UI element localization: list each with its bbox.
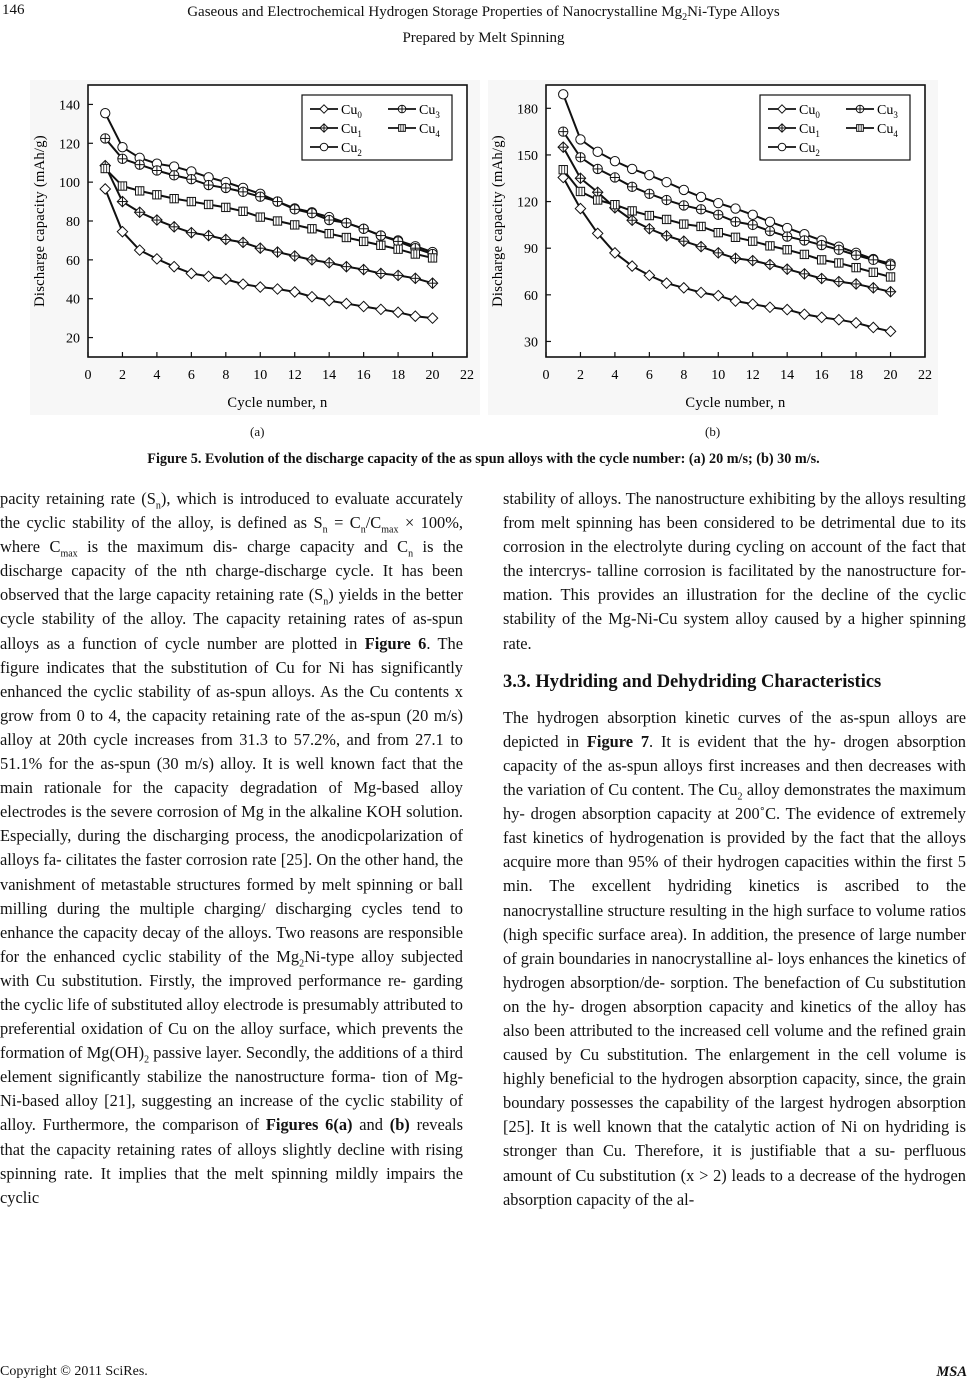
data-point [170, 194, 178, 202]
data-point [101, 164, 109, 172]
section-heading: 3.3. Hydriding and Dehydriding Characteristics [503, 671, 882, 692]
data-point [118, 182, 126, 190]
data-point [594, 196, 602, 204]
x-tick-label: 6 [645, 368, 653, 383]
running-header-line1 [187, 4, 780, 23]
data-point [610, 173, 619, 182]
legend-label-subscript: 4 [435, 129, 440, 139]
data-point [376, 231, 385, 240]
data-point [679, 201, 688, 210]
data-point [559, 90, 568, 99]
data-point [817, 240, 826, 249]
data-point [835, 259, 843, 267]
data-point [593, 164, 602, 173]
running-header-line2: Prepared by Melt Spinning [402, 30, 565, 46]
data-point [290, 205, 299, 214]
data-point [869, 268, 877, 276]
legend-label: $Cu_2$ [341, 141, 362, 158]
data-point [187, 197, 195, 205]
y-tick-label: 140 [59, 98, 80, 114]
x-tick-label: 16 [814, 368, 829, 383]
data-point [256, 213, 264, 221]
legend-label-subscript: 4 [893, 129, 898, 139]
legend-label: $Cu_4$ [419, 122, 440, 139]
y-tick-label: 90 [524, 242, 538, 258]
data-point [645, 170, 654, 179]
data-point [256, 192, 265, 201]
y-tick-label: 80 [66, 215, 80, 230]
journal-abbrev: MSA [936, 1364, 967, 1380]
data-point [748, 220, 757, 229]
y-tick-label: 60 [66, 253, 80, 269]
x-tick-label: 8 [680, 368, 688, 383]
y-tick-label: 40 [66, 292, 80, 308]
data-point [576, 135, 585, 144]
figure-5a [30, 80, 480, 415]
data-point [662, 177, 671, 186]
data-point [428, 254, 436, 262]
data-point [411, 250, 419, 258]
x-tick-label: 2 [118, 368, 126, 383]
data-point [800, 236, 809, 245]
data-point [308, 225, 316, 233]
data-point [559, 166, 567, 174]
data-point [852, 263, 860, 271]
data-point [869, 255, 878, 264]
data-point [359, 237, 367, 245]
legend-label-subscript: 2 [815, 148, 820, 158]
data-point [765, 217, 774, 226]
data-point [153, 191, 161, 199]
legend-label: $Cu_0$ [799, 103, 820, 120]
data-point [731, 204, 740, 213]
data-point [291, 221, 299, 229]
data-point [696, 205, 705, 214]
legend-label: $Cu_1$ [799, 122, 820, 139]
legend-label-subscript: 3 [893, 110, 898, 120]
y-tick-label: 150 [517, 148, 538, 164]
data-point [101, 108, 110, 117]
y-tick-label: 20 [66, 331, 80, 347]
y-tick-label: 60 [524, 288, 538, 304]
legend-marker [778, 143, 786, 151]
data-point [152, 166, 161, 175]
data-point [101, 134, 110, 143]
legend-marker [398, 105, 406, 113]
legend-label: $Cu_4$ [877, 122, 898, 139]
data-point [714, 210, 723, 219]
x-tick-label: 20 [883, 368, 898, 383]
header-text: Ni-Type Alloys [687, 4, 780, 20]
y-axis-label: Discharge capacity (mAh/g) [32, 135, 48, 307]
right-text-column [503, 487, 966, 1212]
running-header [0, 2, 967, 48]
legend-label-subscript: 0 [815, 110, 820, 120]
data-point [273, 197, 282, 206]
data-point [696, 192, 705, 201]
data-point [679, 185, 688, 194]
legend-label: $Cu_2$ [799, 141, 820, 158]
data-point [662, 195, 671, 204]
data-point [222, 203, 230, 211]
body-paragraph: The hydrogen absorption kinetic curves of the as-spun alloys are depicted in Figure 7. It is evident that the hy- drogen absorption capacity of the as-spun alloys first increases and then decreases with the variation of Cu content. The $Cu_2$ alloy demonstrates the maximum hy- drogen absorption capacity at 200˚C. The evidence of extremely fast kinetics of hydrogenation is provided by the fact that the alloys acquire more than 95% of their hydrogen capacities within the first 5 min. The excellent hydriding kinetics is ascribed to the nanocrystalline structure resulting in the high surface to volume ratios (high specific surface area). In addition, the presence of large number of grain boundaries in nanocrystalline al- loys enhances the kinetics of hydrogen absorption/de- sorption. The benefaction of Cu substitution on the hy- drogen absorption capacity and kinetics of the alloy has also been attributed to the increased cell volume and the refined grain caused by Cu substitution. The enlargement in the cell volume is highly beneficial to the hydrogen absorption capacity, since, the grain boundary possesses the capability of the largest hydrogen absorption [25]. It is well known that the catalytic action of Ni on hydriding is stronger than Cu. Therefore, it is justifiable that a su- perfluous amount of Cu substitution (x > 2) leads to a decrease of the hydrogen absorption capacity of the al- [503, 707, 966, 1209]
x-tick-label: 14 [780, 368, 795, 383]
x-tick-label: 4 [611, 368, 619, 383]
data-point [610, 156, 619, 165]
x-tick-label: 0 [542, 368, 550, 383]
x-tick-label: 12 [745, 368, 760, 383]
legend-label-subscript: 2 [357, 148, 362, 158]
data-point [749, 237, 757, 245]
x-axis-label: Cycle number, n [227, 395, 328, 411]
data-point [307, 209, 316, 218]
chart-legend [302, 95, 452, 160]
legend-marker [399, 125, 406, 132]
x-tick-label: 10 [711, 368, 726, 383]
x-tick-label: 6 [187, 368, 195, 383]
y-tick-label: 120 [59, 137, 80, 153]
data-point [221, 183, 230, 192]
data-point [325, 215, 334, 224]
data-point [645, 211, 653, 219]
data-point [662, 215, 670, 223]
x-tick-label: 8 [222, 368, 230, 383]
figure-5b [488, 80, 938, 415]
data-point [748, 210, 757, 219]
x-tick-label: 20 [425, 368, 440, 383]
data-point [697, 222, 705, 230]
data-point [886, 261, 895, 270]
data-point [394, 245, 402, 253]
body-paragraph: pacity retaining rate $(S_n)$, which is introduced to evaluate accurately the cyclic stability of the alloy, is defined as $S_n = C_n/C_{max} \times 100\%$, where $C_{max}$ is the maximum dis- charge capacity and $C_n$ is the discharge capacity of the nth charge-discharge cycle. It has been observed that the large capacity retaining rate $(S_n)$ yields in the better cycle stability of the alloy. The capacity retaining rates of as-spun alloys as a function of cycle number are plotted in Figure 6. The figure indicates that the substitution of Cu for Ni has significantly enhanced the cyclic stability of as-spun alloys. As the Cu contents x grow from 0 to 4, the capacity retaining rate of the as-spun (20 m/s) alloy at 20th cycle increases from 31.3 to 57.2%, and from 27.1 to 51.1% for the as-spun (30 m/s) alloy. It is well known fact that the main rationale for the capacity degradation of Mg-based alloy electrodes is the severe corrosion of Mg in the alkaline KOH solution. Especially, during the discharging process, the anodicpolarization of alloys fa- cilitates the faster corrosion rate [25]. On the other hand, the vanishment of metastable structures formed by melt spinning or ball milling during the multiple charging/ discharging cycles tend to enhance the capacity decay of the alloys. Two reasons are responsible for the enhanced cyclic stability of the $Mg_2Ni$-type alloy subjected with Cu substitution. Firstly, the improved performance re- garding the cyclic life of substituted alloy electrode is presumably attributed to preferential oxidation of Cu on the alloy surface, which prevents the formation of $Mg(OH)_2$ passive layer. Secondly, the additions of a third element significantly stabilize the nanostructure forma- tion of Mg-Ni-based alloy [21], suggesting an increase of the cyclic stability of alloy. Furthermore, the comparison of Figures 6(a) and (b) reveals that the capacity retaining rates of alloys slightly decline with rising spinning rate. It implies that the melt spinning mildly impairs the cyclic [0, 489, 464, 1207]
data-point [169, 162, 178, 171]
data-point [783, 232, 792, 241]
legend-label: $Cu_3$ [877, 103, 898, 120]
x-tick-label: 10 [253, 368, 268, 383]
legend-label-subscript: 0 [357, 110, 362, 120]
data-point [273, 217, 281, 225]
data-point [325, 229, 333, 237]
left-text-column [0, 487, 463, 1210]
y-tick-label: 180 [517, 102, 538, 118]
x-axis-label: Cycle number, n [685, 395, 786, 411]
data-point [851, 251, 860, 260]
legend-marker [320, 143, 328, 151]
legend-marker [857, 125, 864, 132]
header-text: Gaseous and Electrochemical Hydrogen Storage Properties of Nanocrystalline Mg [187, 4, 683, 20]
y-axis-label: Discharge capacity (mAh/g) [490, 135, 506, 307]
data-point [800, 250, 808, 258]
body-paragraph: stability of alloys. The nanostructure exhibiting by the alloys resulting from melt spinning has been considered to be detrimental due to its corrosion in the electrolyte during cycling on account of the fact that the intercrys- talline corrosion is facilitated by the nanostructure for- mation. This provides an illustration for the decline of the cyclic stability of the Mg-Ni-Cu system alloy caused by a higher spinning rate. [503, 489, 966, 653]
data-point [204, 180, 213, 189]
data-point [576, 187, 584, 195]
data-point [766, 242, 774, 250]
x-tick-label: 22 [918, 368, 932, 383]
x-tick-label: 22 [460, 368, 474, 383]
x-tick-label: 18 [391, 368, 406, 383]
x-tick-label: 0 [84, 368, 92, 383]
data-point [817, 256, 825, 264]
figure-caption: Figure 5. Evolution of the discharge capacity of the as spun alloys with the cycle number: (a) 20 m/s; (b) 30 m/s. [147, 451, 820, 467]
data-point [576, 153, 585, 162]
data-point [628, 207, 636, 215]
legend-label: $Cu_3$ [419, 103, 440, 120]
data-point [118, 142, 127, 151]
data-point [627, 182, 636, 191]
y-tick-label: 100 [59, 176, 80, 192]
chart-panel-b [488, 80, 938, 415]
copyright-notice: Copyright © 2011 SciRes. [0, 1364, 148, 1379]
x-tick-label: 12 [287, 368, 302, 383]
x-tick-label: 16 [356, 368, 371, 383]
legend-label-subscript: 1 [815, 129, 820, 139]
data-point [593, 147, 602, 156]
x-tick-label: 14 [322, 368, 337, 383]
data-point [135, 160, 144, 169]
chart-panel-a [30, 80, 480, 415]
y-tick-label: 30 [524, 335, 538, 351]
chart-legend [760, 95, 910, 160]
legend-marker [856, 105, 864, 113]
data-point [714, 198, 723, 207]
data-point [765, 226, 774, 235]
data-point [714, 228, 722, 236]
data-point [204, 200, 212, 208]
x-tick-label: 4 [153, 368, 161, 383]
data-point [377, 241, 385, 249]
y-tick-label: 120 [517, 195, 538, 211]
figure-sublabel-a: (a) [250, 424, 265, 439]
x-tick-label: 2 [576, 368, 584, 383]
data-point [169, 171, 178, 180]
figure-sublabel-b: (b) [705, 424, 721, 439]
data-point [342, 218, 351, 227]
page-number: 146 [2, 2, 25, 18]
data-point [187, 175, 196, 184]
data-point [783, 246, 791, 254]
data-point [886, 273, 894, 281]
data-point [680, 220, 688, 228]
data-point [136, 187, 144, 195]
data-point [731, 217, 740, 226]
legend-label: $Cu_0$ [341, 103, 362, 120]
data-point [359, 224, 368, 233]
legend-label: $Cu_1$ [341, 122, 362, 139]
data-point [783, 223, 792, 232]
header-subscript: 2 [682, 12, 688, 23]
data-point [239, 207, 247, 215]
data-point [731, 233, 739, 241]
data-point [834, 245, 843, 254]
data-point [645, 189, 654, 198]
legend-label-subscript: 1 [357, 129, 362, 139]
data-point [627, 164, 636, 173]
data-point [611, 201, 619, 209]
data-point [342, 233, 350, 241]
data-point [238, 187, 247, 196]
data-point [118, 154, 127, 163]
x-tick-label: 18 [849, 368, 864, 383]
data-point [559, 127, 568, 136]
legend-label-subscript: 3 [435, 110, 440, 120]
